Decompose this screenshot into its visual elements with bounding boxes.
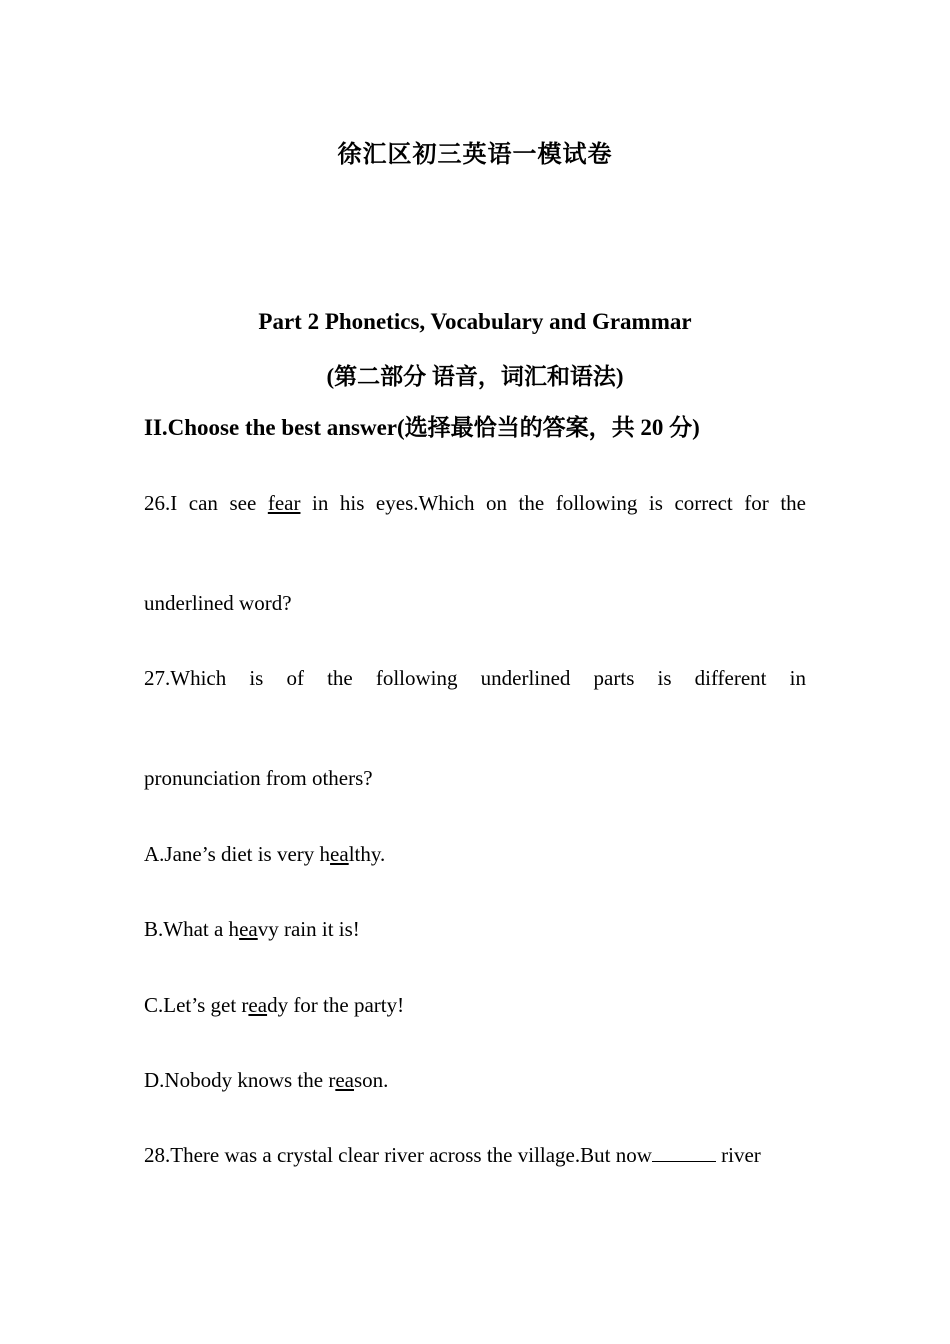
part-title: Part 2 Phonetics, Vocabulary and Grammar xyxy=(258,309,692,334)
q27-word: is xyxy=(249,666,264,690)
option-d-text: son. xyxy=(353,1068,389,1092)
q27-word: in xyxy=(789,666,806,690)
option-d xyxy=(144,1068,806,1093)
option-a-underlined: ea xyxy=(330,842,349,866)
option-a-text: A.Jane’s diet is very h xyxy=(144,842,331,866)
q27-word: 27.Which xyxy=(144,666,227,690)
q27-word: parts xyxy=(593,666,635,690)
q28-text: 28.There was a crystal clear river across the village.But now xyxy=(144,1143,652,1167)
option-c-text: dy for the party! xyxy=(267,993,405,1017)
section-heading: II.Choose the best answer(选择最恰当的答案，共 20 分) xyxy=(144,415,700,440)
q28-text: river xyxy=(715,1143,761,1167)
option-d-text: D.Nobody knows the r xyxy=(144,1068,336,1092)
q26-word: is xyxy=(648,491,663,515)
q27-word: underlined xyxy=(480,666,571,690)
question-27-line-1 xyxy=(144,666,806,691)
option-c-text: C.Let’s get r xyxy=(144,993,249,1017)
question-28-line-1 xyxy=(144,1143,806,1168)
q27-word: different xyxy=(694,666,767,690)
option-b-text: B.What a h xyxy=(144,917,240,941)
q27-word: of xyxy=(286,666,304,690)
q26-word: in xyxy=(312,491,329,515)
question-26-line-2: underlined word? xyxy=(144,591,292,615)
option-b-text: vy rain it is! xyxy=(257,917,360,941)
q26-word: eyes.Which xyxy=(375,491,475,515)
q26-word: correct xyxy=(674,491,733,515)
document-title: 徐汇区初三英语一模试卷 xyxy=(337,139,613,168)
q26-word: for xyxy=(744,491,769,515)
option-a xyxy=(144,842,806,867)
q26-word: his xyxy=(339,491,365,515)
q26-word: the xyxy=(518,491,545,515)
q26-word: can xyxy=(188,491,218,515)
q26-word: on xyxy=(486,491,507,515)
q26-word: see xyxy=(229,491,257,515)
q26-word: following xyxy=(555,491,638,515)
q26-word: 26.I xyxy=(144,491,178,515)
option-b xyxy=(144,917,806,942)
option-b-underlined: ea xyxy=(239,917,258,941)
part-subtitle: (第二部分 语音，词汇和语法) xyxy=(326,364,624,389)
option-c xyxy=(144,993,806,1018)
q27-word: is xyxy=(657,666,672,690)
answer-blank xyxy=(652,1143,716,1162)
question-26-line-1 xyxy=(144,491,806,516)
q26-word: the xyxy=(780,491,806,515)
q27-word: following xyxy=(375,666,458,690)
option-c-underlined: ea xyxy=(248,993,268,1017)
option-a-text: lthy. xyxy=(348,842,386,866)
question-27-line-2: pronunciation from others? xyxy=(144,766,373,790)
q27-word: the xyxy=(327,666,353,690)
option-d-underlined: ea xyxy=(335,1068,354,1092)
q26-underlined-word: fear xyxy=(267,491,301,515)
